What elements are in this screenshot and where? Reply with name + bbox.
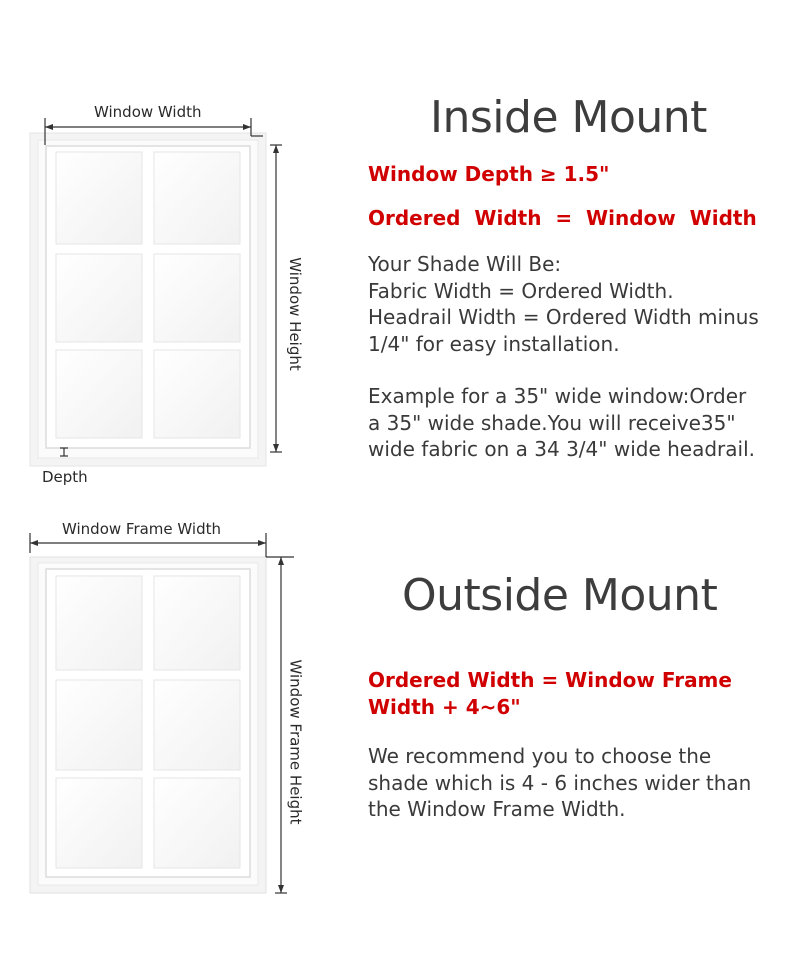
example-line: wide fabric on a 34 3/4" wide headrail. bbox=[368, 437, 755, 461]
recommend-line: the Window Frame Width. bbox=[368, 797, 626, 821]
window-height-label: Window Height bbox=[286, 257, 304, 371]
outside-width-rule bbox=[368, 667, 788, 721]
recommend-line: We recommend you to choose the bbox=[368, 744, 712, 768]
frame-height-label: Window Frame Height bbox=[286, 659, 304, 825]
window-width-label: Window Width bbox=[94, 103, 202, 121]
shade-spec-line: Your Shade Will Be: bbox=[368, 252, 562, 276]
shade-spec-line: Fabric Width = Ordered Width. bbox=[368, 278, 674, 303]
inside-width-rule: Ordered Width = Window Width bbox=[368, 206, 757, 230]
outside-recommend-block bbox=[368, 743, 793, 823]
example-line: a 35" wide shade.You will receive35" bbox=[368, 410, 736, 435]
shade-spec-line: Headrail Width = Ordered Width minus bbox=[368, 305, 759, 329]
recommend-line: shade which is 4 - 6 inches wider than bbox=[368, 770, 752, 795]
frame-width-label: Window Frame Width bbox=[62, 520, 221, 538]
frame-height-dimension bbox=[275, 557, 287, 893]
outside-width-rule-line: Width + 4~6" bbox=[368, 695, 521, 719]
outside-width-rule-line: Ordered Width = Window Frame bbox=[368, 668, 732, 692]
window-depth-rule: Window Depth ≥ 1.5" bbox=[368, 162, 610, 186]
depth-label: Depth bbox=[42, 468, 88, 486]
shade-spec-line: 1/4" for easy installation. bbox=[368, 331, 620, 356]
outside-mount-title: Outside Mount bbox=[402, 570, 718, 621]
example-line: Example for a 35" wide window:Order bbox=[368, 384, 747, 408]
inside-mount-title: Inside Mount bbox=[430, 92, 707, 143]
